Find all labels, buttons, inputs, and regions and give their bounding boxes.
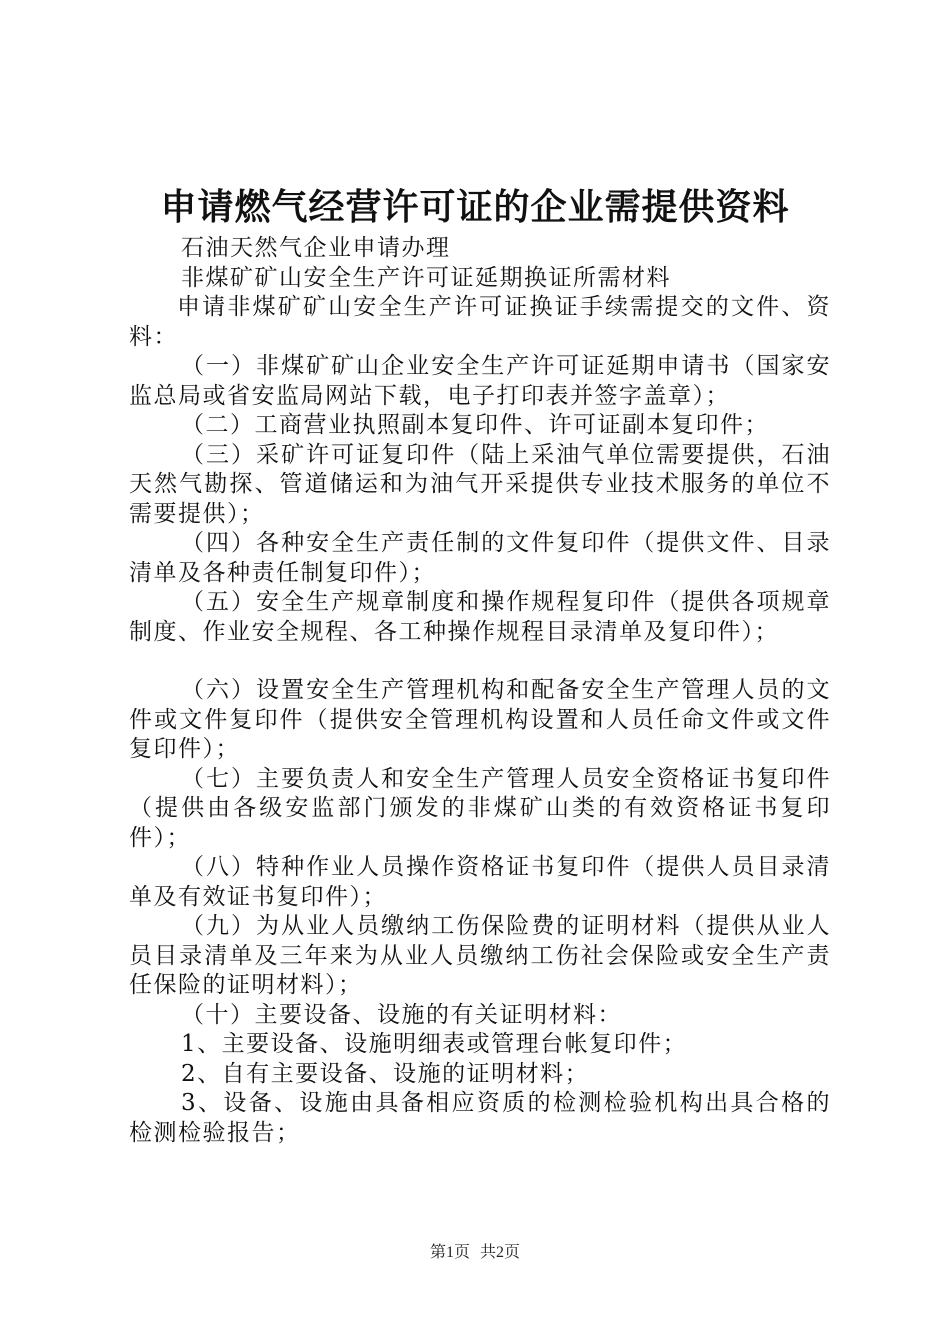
- document-title: 申请燃气经营许可证的企业需提供资料: [160, 187, 790, 228]
- list-item-10: （十）主要设备、设施的有关证明材料：: [181, 1001, 622, 1028]
- list-item-2: （二）工商营业执照副本复印件、许可证副本复印件；: [181, 412, 769, 438]
- page-total: 共2页: [480, 1244, 521, 1261]
- list-item-1: （一）非煤矿矿山企业安全生产许可证延期申请书（国家安监总局或省安监局网站下载，电子打印表并签字盖章）；: [129, 353, 831, 409]
- list-item-8: （八）特种作业人员操作资格证书复印件（提供人员目录清单及有效证书复印件）；: [129, 854, 831, 910]
- document-body: [129, 234, 831, 1148]
- list-item-3: （三）采矿许可证复印件（陆上采油气单位需要提供，石油天然气勘探、管道储运和为油气开采提供专业技术服务的单位不需要提供）；: [129, 441, 831, 527]
- paragraph-intro-2: 非煤矿矿山安全生产许可证延期换证所需材料: [181, 264, 671, 291]
- list-item-5: （五）安全生产规章制度和操作规程复印件（提供各项规章制度、作业安全规程、各工种操作规程目录清单及复印件）；: [129, 589, 831, 645]
- list-item-4: （四）各种安全生产责任制的文件复印件（提供文件、目录清单及各种责任制复印件）；: [129, 530, 831, 586]
- list-item-6: （六）设置安全生产管理机构和配备安全生产管理人员的文件或文件复印件（提供安全管理机构设置和人员任命文件或文件复印件）；: [129, 677, 831, 762]
- page-footer: [0, 1242, 950, 1264]
- sub-item-1: 1、主要设备、设施明细表或管理台帐复印件；: [181, 1031, 688, 1057]
- paragraph-intro-3: 申请非煤矿矿山安全生产许可证换证手续需提交的文件、资料：: [129, 294, 831, 350]
- list-item-7: （七）主要负责人和安全生产管理人员安全资格证书复印件（提供由各级安监部门颁发的非煤矿山类的有效资格证书复印件）；: [129, 765, 831, 851]
- paragraph-intro-1: 石油天然气企业申请办理: [181, 235, 451, 261]
- page-number: 第1页: [429, 1244, 470, 1261]
- sub-item-2: 2、自有主要设备、设施的证明材料；: [181, 1060, 590, 1087]
- sub-item-3: 3、设备、设施由具备相应资质的检测检验机构出具合格的检测检验报告；: [129, 1090, 831, 1146]
- paragraph-spacer: [129, 647, 831, 676]
- list-item-9: （九）为从业人员缴纳工伤保险费的证明材料（提供从业人员目录清单及三年来为从业人员缴纳工伤社会保险或安全生产责任保险的证明材料）；: [129, 913, 831, 998]
